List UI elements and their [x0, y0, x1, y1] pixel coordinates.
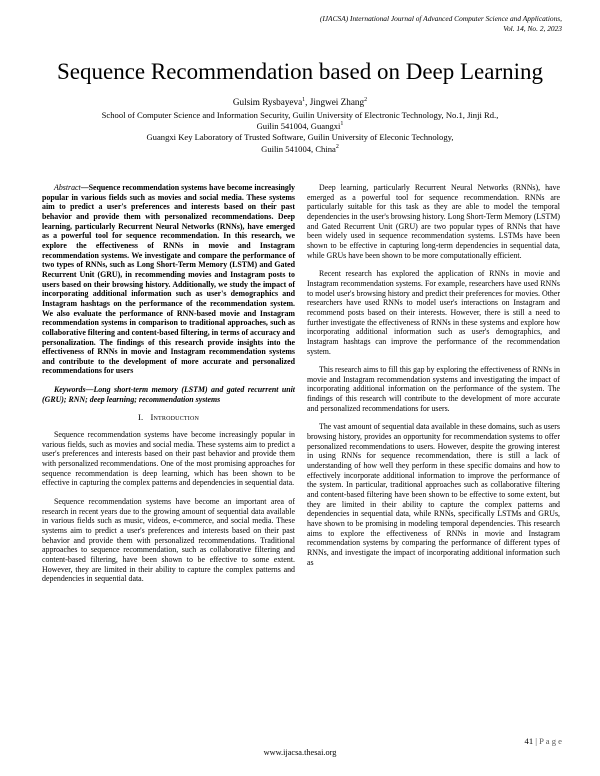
affiliation-line-3: Guangxi Key Laboratory of Trusted Software, Guilin University of Eleconic Technology, — [146, 132, 454, 143]
abstract — [42, 183, 295, 376]
left-column — [42, 183, 295, 593]
affiliation-line-1: School of Computer Science and Information Security, Guilin University of Electronic Technology, No.1, Jinji Rd., — [101, 110, 499, 120]
section-number: I. — [137, 412, 144, 423]
page-number-value: 41 — [524, 736, 534, 746]
right-paragraph-2: Recent research has explored the application of RNNs in movie and Instagram recommendation systems. For example, researchers have used RNNs to model user's browsing history and predict their preferences for movies. Other researchers have used RNNs to model user's interactions on Instagram and recommend posts based on their interests. However, there is still a need to further investigate the effectiveness of RNNs in these systems and explore how incorporating additional information such as user's demographics, and Instagram hashtags can improve the performance of the recommendation system. — [307, 269, 560, 356]
intro-paragraph-2: Sequence recommendation systems have become an important area of research in recent years due to the growing amount of sequential data available in various fields such as music, videos, e-commerce, and social media. These systems aim to predict a user's preferences and interests based on their past behavior and provide them with personalized recommendations. Traditional approaches to sequence recommendation, such as collaborative filtering and content-based filtering, have been shown to be effective to some extent. However, they are limited in their ability to capture the complex patterns and dependencies in sequential data. — [42, 497, 295, 584]
author-separator: , — [305, 97, 310, 107]
affiliation-line-4: Guilin 541004, China$^2$ — [261, 143, 339, 154]
page-number-label: | P a g e — [535, 736, 562, 746]
affiliation-line-2: Guilin 541004, Guangxi$^1$ — [256, 121, 344, 132]
right-column — [307, 183, 560, 576]
abstract-label: Abstract — [54, 183, 81, 192]
affiliations — [40, 110, 560, 155]
page-number — [525, 736, 562, 746]
keywords: Keywords—Long short-term memory (LSTM) and gated recurrent unit (GRU); RNN; deep learning; recommendation systems — [42, 385, 295, 404]
right-paragraph-3: This research aims to fill this gap by exploring the effectiveness of RNNs in movie and Instagram recommendation systems and investigating the impact of incorporating additional information on the performance of the system. The findings of this research will contribute to the development of more accurate and personalized recommendations for users. — [307, 365, 560, 413]
author-2: Jingwei Zhang — [309, 97, 365, 107]
journal-header-line2: Vol. 14, No. 2, 2023 — [503, 23, 562, 33]
section-heading-introduction — [42, 413, 295, 423]
author-list — [0, 97, 600, 108]
paper-title: Sequence Recommendation based on Deep Learning — [56, 59, 544, 84]
abstract-dash: — — [80, 183, 89, 192]
right-paragraph-1: Deep learning, particularly Recurrent Neural Networks (RNNs), have emerged as a powerful tool for sequence recommendation. RNNs are particularly suitable for this task as they are able to model the temporal dependencies in the user's browsing history. Long Short-Term Memory (LSTM) and Gated Recurrent Unit (GRU) are two popular types of RNNs that have been widely used in sequence recommendation systems. LSTMs have been shown to be effective in capturing long-term dependencies in sequential data, while GRUs have been shown to be more computationally efficient. — [307, 183, 560, 260]
author-1: Gulsim Rysbayeva — [232, 97, 303, 107]
journal-url[interactable]: www.ijacsa.thesai.org — [263, 748, 337, 757]
abstract-text: Sequence recommendation systems have become increasingly popular in various fields such as movies and social media. These systems aim to predict a user's preferences and interests based on their past behavior and provide them with personalized recommendations. Deep learning, particularly Recurrent Neural Networks (RNNs), have emerged as a powerful tool for sequence recommendation. In this research, we explore the effectiveness of RNNs in movie and Instagram recommendation systems. We investigate and compare the performance of two types of RNNs, such as Long Short-Term Memory (LSTM) and Gated Recurrent Unit (GRU), in recommending movies and Instagram posts to users based on their browsing history. Additionally, we study the impact of incorporating additional information such as user's demographics and Instagram hashtags on the performance of the recommendation system. We also evaluate the performance of RNN-based movie and Instagram recommendation systems in comparison to traditional approaches, such as collaborative filtering and content-based filtering, in terms of accuracy and personalization. The findings of this research provide insights into the effectiveness of RNNs in movie and Instagram recommendation systems and contribute to the development of more accurate and personalized recommendations for users — [42, 183, 295, 376]
intro-paragraph-1: Sequence recommendation systems have become increasingly popular in various fields, such as movies and social media. These systems aim to predict a user's preferences and interests based on their past behavior and provide them with personalized recommendations. One of the most promising approaches for sequence recommendation is deep learning, which has been shown to be effective in capturing the complex patterns and dependencies in sequential data. — [42, 430, 295, 488]
right-paragraph-4: The vast amount of sequential data available in these domains, such as users browsing history, provides an opportunity for recommendation systems to offer personalized recommendations to users. However, despite the growing interest in using RNNs for sequence recommendation, there is still a lack of understanding of how well they perform in these specific domains and how to effectively incorporate additional information to improve the performance of the system. In particular, traditional approaches such as collaborative filtering and content-based filtering have been shown to be effective to some extent, but they are limited in their ability to capture the complex patterns and dependencies in sequential data, while RNNs, specifically LSTMs and GRUs, have shown to be promising in modeling temporal dependencies. This research aims to explore the effectiveness of RNNs in movie and Instagram recommendation systems by comparing the performance of different types of RNNs, and investigate the impact of incorporating additional information such as — [307, 422, 560, 567]
author-1-mark: 1 — [302, 96, 306, 103]
journal-header-line1: (IJACSA) International Journal of Advanced Computer Science and Applications, — [319, 14, 562, 23]
section-title: Introduction — [150, 412, 200, 423]
journal-header — [320, 14, 562, 33]
author-2-mark: 2 — [364, 96, 368, 103]
